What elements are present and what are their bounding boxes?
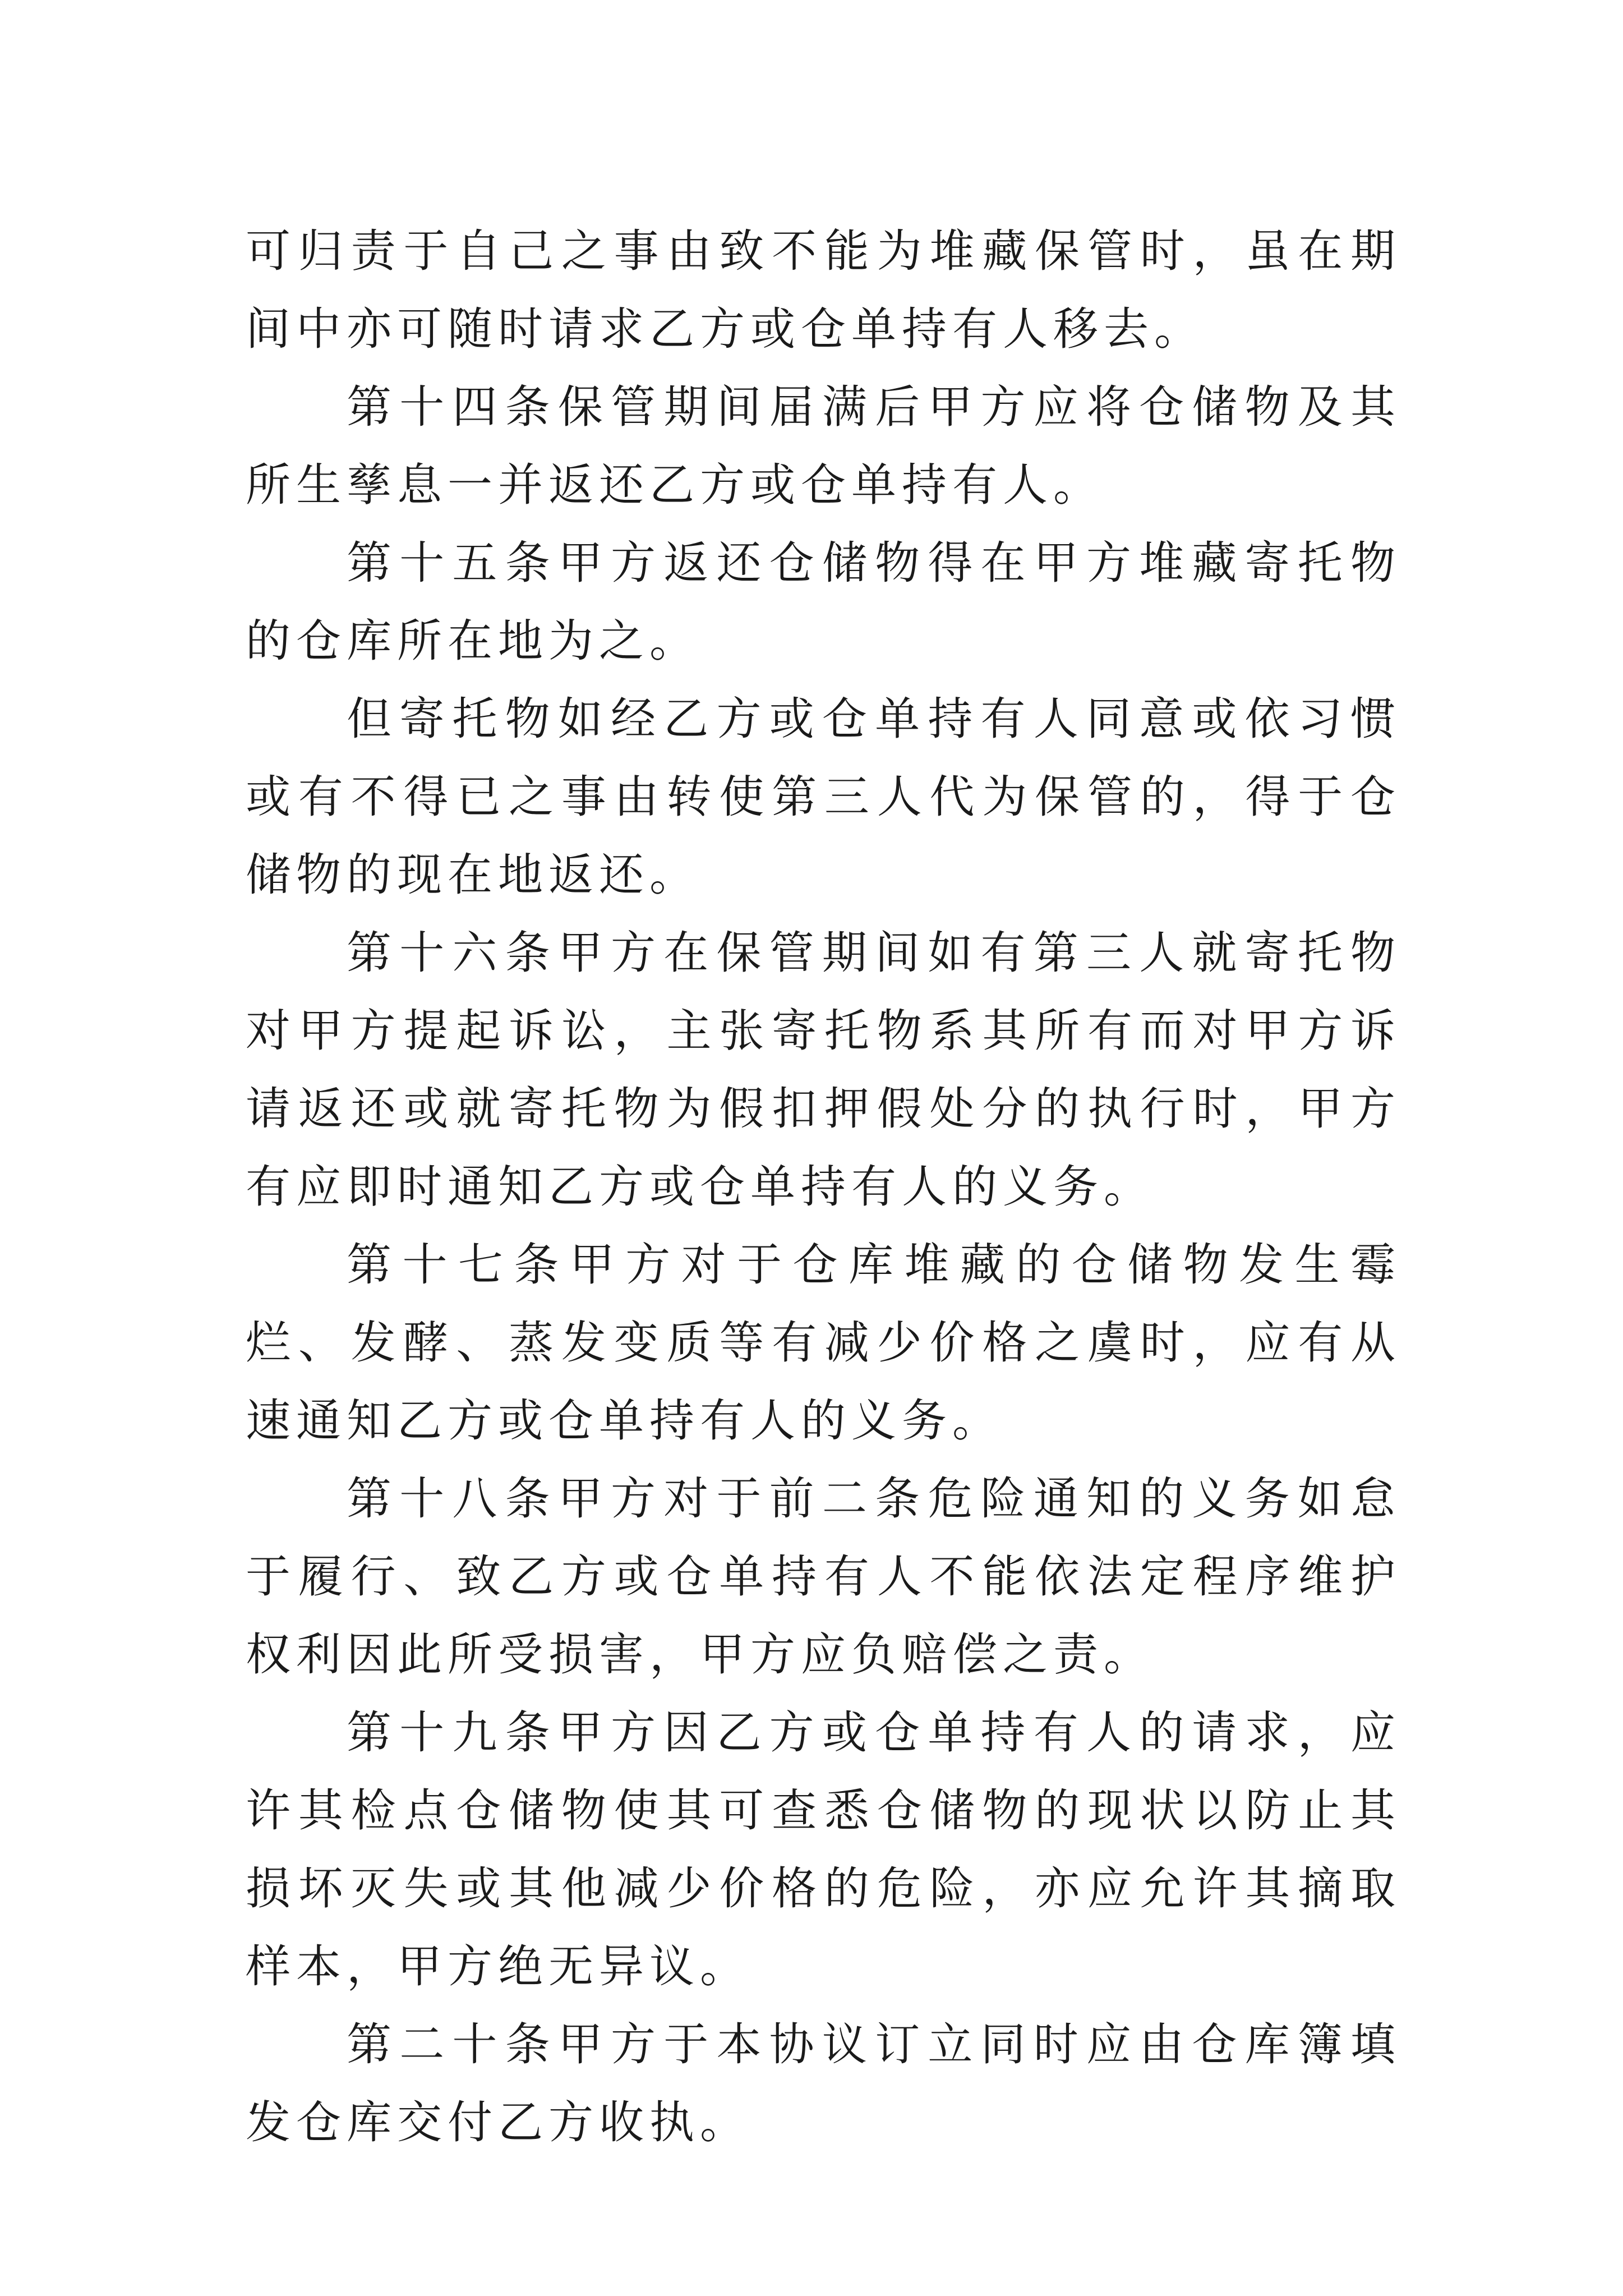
document-page	[246, 212, 1401, 2161]
paragraph-article-18: 第十八条甲方对于前二条危险通知的义务如怠于履行、致乙方或仓单持有人不能依法定程序维护权利因此所受损害，甲方应负赔偿之责。	[246, 1473, 1401, 1681]
paragraph-continuation: 可归责于自己之事由致不能为堆藏保管时，虽在期间中亦可随时请求乙方或仓单持有人移去。	[246, 225, 1401, 355]
paragraph-article-16: 第十六条甲方在保管期间如有第三人就寄托物对甲方提起诉讼，主张寄托物系其所有而对甲方诉请返还或就寄托物为假扣押假处分的执行时，甲方有应即时通知乙方或仓单持有人的义务。	[246, 927, 1401, 1213]
paragraph-article-15-proviso: 但寄托物如经乙方或仓单持有人同意或依习惯或有不得已之事由转使第三人代为保管的，得于仓储物的现在地返还。	[246, 693, 1401, 901]
paragraph-article-14: 第十四条保管期间届满后甲方应将仓储物及其所生孳息一并返还乙方或仓单持有人。	[246, 381, 1401, 511]
paragraph-article-15: 第十五条甲方返还仓储物得在甲方堆藏寄托物的仓库所在地为之。	[246, 537, 1401, 667]
paragraph-article-19: 第十九条甲方因乙方或仓单持有人的请求，应许其检点仓储物使其可查悉仓储物的现状以防止其损坏灭失或其他减少价格的危险，亦应允许其摘取样本，甲方绝无异议。	[246, 1706, 1401, 1993]
paragraph-article-20: 第二十条甲方于本协议订立同时应由仓库簿填发仓库交付乙方收执。	[246, 2018, 1401, 2148]
paragraph-article-17: 第十七条甲方对于仓库堆藏的仓储物发生霉烂、发酵、蒸发变质等有减少价格之虞时，应有从速通知乙方或仓单持有人的义务。	[246, 1239, 1401, 1447]
